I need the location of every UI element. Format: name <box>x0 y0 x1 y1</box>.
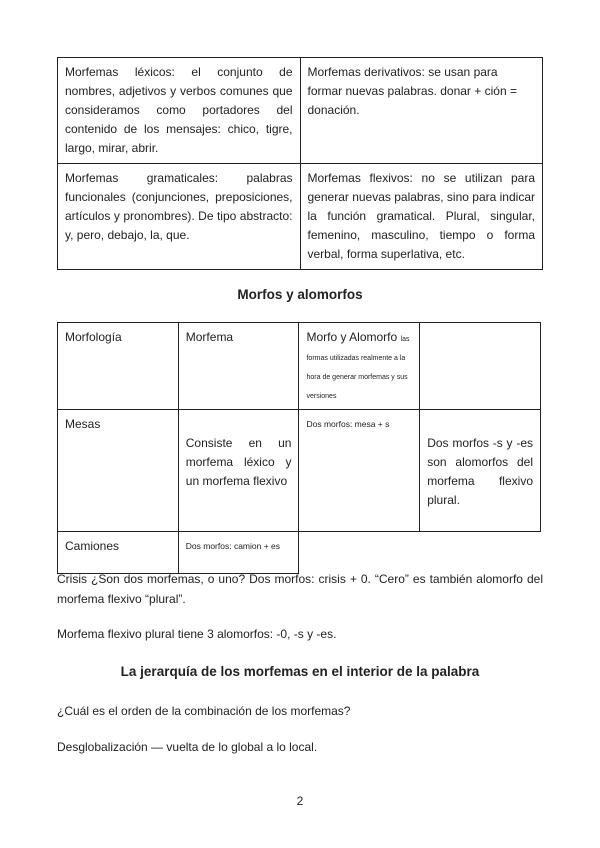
header-empty <box>420 323 541 410</box>
header-morfologia: Morfología <box>58 323 179 410</box>
camiones-morfema-cell: Dos morfos: camion + es <box>178 532 299 574</box>
derivative-morphemes-cell: Morfemas derivativos: se usan para formar nuevas palabras. donar + ción = donación. <box>300 58 543 164</box>
table-row-camiones <box>58 532 541 574</box>
mesas-morfema-cell: Consiste en un morfema léxico y un morfema flexivo <box>178 410 299 532</box>
lexical-morphemes-cell: Morfemas léxicos: el conjunto de nombres, adjetivos y verbos comunes que consideramos como portadores del contenido de los mensajes: chico, tigre, largo, mirar, abrir. <box>58 58 301 164</box>
empty-cell <box>299 532 420 574</box>
empty-cell <box>420 532 541 574</box>
row-label-camiones: Camiones <box>58 532 179 574</box>
page-number: 2 <box>296 794 304 808</box>
table-header-row <box>58 323 541 410</box>
header-morfo-alomorfo <box>299 323 420 410</box>
table-row <box>58 164 543 270</box>
header-morfema: Morfema <box>178 323 299 410</box>
header-morfo-alomorfo-note: las formas utilizadas realmente a la hora de generar morfemas y sus versiones <box>306 336 410 400</box>
question-paragraph: ¿Cuál es el orden de la combinación de los morfemas? <box>57 704 351 718</box>
inflectional-morphemes-cell: Morfemas flexivos: no se utilizan para generar nuevas palabras, sino para indicar la función gramatical. Plural, singular, femenino, masculino, tiempo o forma verbal, forma superlativa, etc. <box>300 164 543 270</box>
morpheme-types-table <box>57 57 543 270</box>
header-morfo-alomorfo-label: Morfo y Alomorfo <box>306 330 398 344</box>
morphs-allomorphs-table <box>57 322 541 574</box>
table-row-mesas <box>58 410 541 532</box>
plural-paragraph: Morfema flexivo plural tiene 3 alomorfos: -0, -s y -es. <box>57 627 337 641</box>
example-paragraph: Desglobalización — vuelta de lo global a lo local. <box>57 740 318 754</box>
section-heading-jerarquia: La jerarquía de los morfemas en el interior de la palabra <box>120 664 480 679</box>
grammatical-morphemes-cell: Morfemas gramaticales: palabras funcionales (conjunciones, preposiciones, artículos y pronombres). De tipo abstracto: y, pero, debajo, la, que. <box>58 164 301 270</box>
table-row <box>58 58 543 164</box>
mesas-morfo-cell: Dos morfos: mesa + s <box>299 410 420 532</box>
row-label-mesas: Mesas <box>58 410 179 532</box>
mesas-alomorfo-cell: Dos morfos -s y -es son alomorfos del morfema flexivo plural. <box>420 410 541 532</box>
section-heading-morfos: Morfos y alomorfos <box>237 287 363 302</box>
crisis-paragraph: Crisis ¿Son dos morfemas, o uno? Dos morfos: crisis + 0. “Cero” es también alomorfo del morfema flexivo “plural”. <box>57 572 543 606</box>
